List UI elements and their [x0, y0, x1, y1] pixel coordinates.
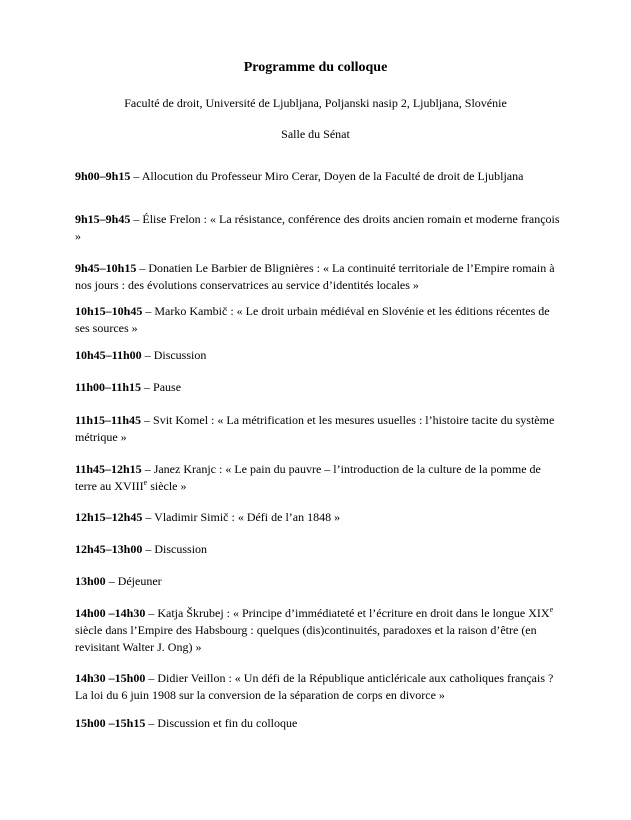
entry-text: Donatien Le Barbier de Blignières : « La continuité territoriale de l’Empire romain à nos jours : des évolutions conservatrices au service d’identités locales »	[75, 261, 555, 292]
entry-dash: –	[145, 542, 152, 556]
entry-text: Discussion et fin du colloque	[157, 716, 298, 730]
entry-text: Katja Škrubej : « Principe d’immédiateté et l’écriture en droit dans le longue XIX	[157, 606, 550, 620]
programme-entry	[75, 461, 565, 495]
entry-text: Marko Kambič : « Le droit urbain médiéval en Slovénie et les éditions récentes de ses sources »	[75, 304, 550, 335]
programme-entry	[75, 715, 565, 732]
page-title: Programme du colloque	[243, 60, 388, 75]
entry-text: Janez Kranjc : « Le pain du pauvre – l’introduction de la culture de la pomme de terre au XVIII	[75, 462, 541, 493]
entry-time: 15h00 –15h15	[75, 716, 146, 730]
entry-time: 11h00–11h15	[75, 380, 142, 394]
room-line: Salle du Sénat	[281, 127, 350, 141]
programme-entry	[75, 541, 565, 558]
entry-text: Élise Frelon : « La résistance, conférence des droits ancien romain et moderne françois »	[75, 212, 560, 243]
entry-text: Didier Veillon : « Un défi de la République anticléricale aux catholiques français ? La loi du 6 juin 1908 sur la conversion de la séparation de corps en divorce »	[75, 671, 554, 702]
programme-entry	[75, 670, 565, 704]
entry-time: 14h30 –15h00	[75, 671, 146, 685]
entry-time: 13h00	[75, 574, 106, 588]
entry-dash: –	[133, 169, 140, 183]
entry-text: Déjeuner	[117, 574, 162, 588]
entry-time: 10h15–10h45	[75, 304, 143, 318]
entry-text: Pause	[153, 380, 182, 394]
entry-time: 9h45–10h15	[75, 261, 137, 275]
entry-dash: –	[144, 413, 151, 427]
entry-dash: –	[144, 348, 151, 362]
programme-entry	[75, 211, 565, 245]
entry-text: Vladimir Simič : « Défi de l’an 1848 »	[154, 510, 341, 524]
programme-entry	[75, 412, 565, 446]
entry-text: Svit Komel : « La métrification et les mesures usuelles : l’histoire tacite du système métrique »	[75, 413, 555, 444]
entry-time: 14h00 –14h30	[75, 606, 146, 620]
entry-dash: –	[144, 462, 151, 476]
entry-time: 11h45–12h15	[75, 462, 142, 476]
programme-entry	[75, 573, 565, 590]
entry-text: Discussion	[154, 542, 208, 556]
entry-dash: –	[108, 574, 115, 588]
superscript-e: e	[549, 605, 554, 614]
programme-entry	[75, 605, 565, 656]
entry-dash: –	[145, 510, 152, 524]
venue-line: Faculté de droit, Université de Ljubljana, Poljanski nasip 2, Ljubljana, Slovénie	[124, 96, 507, 110]
superscript-e: e	[143, 478, 148, 487]
entry-dash: –	[144, 380, 151, 394]
entry-text-end: siècle dans l’Empire des Habsbourg : quelques (dis)continuités, paradoxes et la raison d’être (en revisitant Walter J. Ong) »	[75, 623, 537, 654]
entry-time: 12h15–12h45	[75, 510, 143, 524]
programme-entry	[75, 379, 565, 396]
entry-dash: –	[145, 304, 152, 318]
programme-entry	[75, 347, 565, 364]
entry-dash: –	[148, 671, 155, 685]
entry-time: 9h00–9h15	[75, 169, 131, 183]
entry-time: 12h45–13h00	[75, 542, 143, 556]
entry-text: Allocution du Professeur Miro Cerar, Doyen de la Faculté de droit de Ljubljana	[141, 169, 524, 183]
entry-dash: –	[148, 606, 155, 620]
programme-entry	[75, 303, 565, 337]
entry-dash: –	[148, 716, 155, 730]
entry-time: 10h45–11h00	[75, 348, 142, 362]
entry-text: Discussion	[153, 348, 207, 362]
entry-time: 9h15–9h45	[75, 212, 131, 226]
programme-entry	[75, 509, 565, 526]
entry-time: 11h15–11h45	[75, 413, 142, 427]
programme-entry	[75, 168, 565, 185]
entry-dash: –	[139, 261, 146, 275]
programme-entry	[75, 260, 565, 294]
entry-text-end: siècle »	[147, 479, 187, 493]
entry-dash: –	[133, 212, 140, 226]
